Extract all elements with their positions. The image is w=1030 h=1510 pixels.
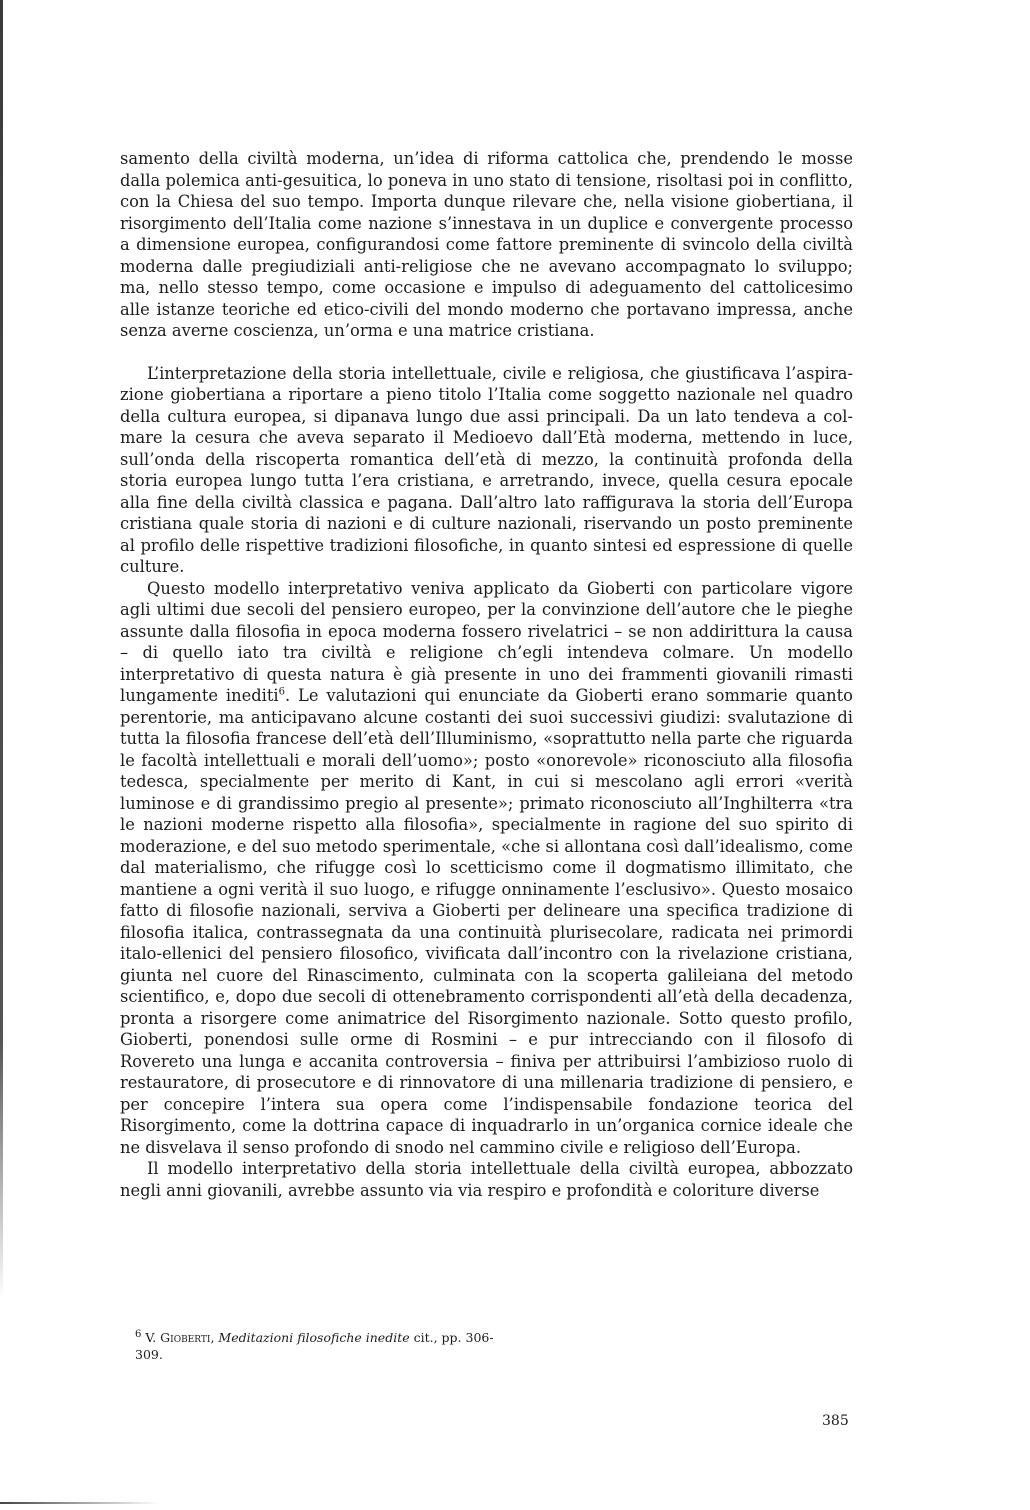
paragraph-1: samento della civiltà moderna, un’idea di riforma cattolica che, prendendo le mosse dalla polemica anti-gesuitica, lo poneva in uno stato di tensione, risoltasi poi in conflitto, con la Chiesa del suo tempo. Importa dunque rilevare che, nella visione giobertiana, il risorgimento dell’Italia come nazione s’innestava in un duplice e convergente processo a dimensione europea, configurandosi come fattore preminente di svincolo della civiltà moderna dalle pregiudiziali anti-religiose che ne avevano accompagnato lo sviluppo; ma, nello stesso tempo, come occasione e impulso di adeguamento del cattolicesimo alle istanze teoriche ed etico-civili del mondo moderno che portavano impressa, anche senza averne coscienza, un’orma e una matrice cristiana.: [120, 149, 853, 340]
footnote-author: V. Gioberti: [145, 1330, 211, 1345]
footnote-separator: ,: [210, 1330, 219, 1345]
paragraph-4: Il modello interpretativo della storia intellettuale della civiltà europea, abbozzato negli anni giovanili, avrebbe assunto via via respiro e profondità e coloriture diverse: [120, 1159, 853, 1200]
paragraph-3-after-note: . Le valutazioni qui enunciate da Gioberti erano sommarie quanto perentorie, ma anticipavano alcune costanti dei suoi successivi giudizi: svalutazione di tutta la filosofia francese dell’età dell’Illuminismo, «soprattutto nella parte che riguarda le facoltà intellettuali e morali dell’uomo»; posto «onorevole» riconosciuto alla filosofia tedesca, specialmente per merito di Kant, in cui si mescolano agli errori «verità luminose e di grandissimo pregio al presente»; primato riconosciuto all’Inghilterra «tra le nazioni moderne rispetto alla filosofia», specialmente in ragione del suo spirito di moderazione, e del suo metodo sperimentale, «che si allontana così dall’idealismo, come dal materialismo, che rifugge così lo scetticismo come il dogmatismo illimitato, che mantiene a ogni verità il suo luogo, e rifugge onninamente l’esclusivo». Questo mosaico fatto di filosofie nazionali, serviva a Gioberti per delineare una specifica tradizione di filosofia italica, contrassegnata da una continuità plurisecolare, radicata nei primordi italo-ellenici del pensiero filosofico, vivificata dall’incontro con la rivelazione cristiana, giunta nel cuore del Rinascimento, culminata con la scoperta galileiana del metodo scientifico, e, dopo due secoli di ottenebramento corrispondenti all’età della decadenza, pronta a risorgere come animatrice del Risorgimento nazionale. Sotto questo profilo, Gioberti, ponendosi sulle orme di Rosmini – e pur intrecciando con il filosofo di Rovereto una lunga e accanita controversia – finiva per attribuirsi l’ambizioso ruolo di restauratore, di prosecutore e di rinnovatore di una millenaria tradizione di pensiero, e per concepire l’intera sua opera come l’indispensabile fondazione teorica del Risorgimento, come la dottrina capace di inquadrarlo in un’organica cornice ideale che ne disvelava il senso profondo di snodo nel cammino civile e religioso dell’Europa.: [120, 686, 853, 1157]
footnote-title: Meditazioni filosofiche inedite: [218, 1330, 410, 1345]
scan-edge-left: [0, 0, 3, 1300]
footnotes: [135, 1329, 495, 1363]
scan-edge-bottom: [0, 1502, 160, 1504]
page-number: 385: [822, 1413, 849, 1429]
footnote-rest: cit., pp. 306-309.: [135, 1330, 494, 1362]
footnote-reference[interactable]: 6: [278, 686, 285, 698]
page-body: [120, 148, 853, 1201]
footnote-6: [135, 1329, 495, 1363]
paragraph-2: L’interpretazione della storia intellettuale, civile e religiosa, che giustificava l’aspirazione giobertiana a riportare a pieno titolo l’Italia come soggetto nazionale nel quadro della cultura europea, si dipanava lungo due assi principali. Da un lato tendeva a colmare la cesura che aveva separato il Medioevo dall’Età moderna, mettendo in luce, sull’onda della riscoperta romantica dell’età di mezzo, la continuità profonda della storia europea lungo tutta l’era cristiana, e arretrando, invece, quella cesura epocale alla fine della civiltà classica e pagana. Dall’altro lato raffigurava la storia dell’Europa cristiana quale storia di nazioni e di culture nazionali, riservando un posto preminente al profilo delle rispettive tradizioni filosofiche, in quanto sintesi ed espressione di quelle culture.: [120, 363, 853, 576]
paragraph-3: [120, 578, 853, 1159]
footnote-marker: 6: [135, 1328, 142, 1340]
paragraph-3-before-note: Questo modello interpretativo veniva applicato da Gioberti con particolare vigore agli ultimi due secoli del pensiero europeo, per la convinzione dell’autore che le pieghe assunte dalla filosofia in epoca moderna fossero rivelatrici – se non addirittura la causa – di quello iato tra civiltà e religione ch’egli intendeva colmare. Un modello interpretativo di questa natura è già presente in uno dei frammenti giovanili rimasti lungamente inediti: [120, 578, 853, 705]
